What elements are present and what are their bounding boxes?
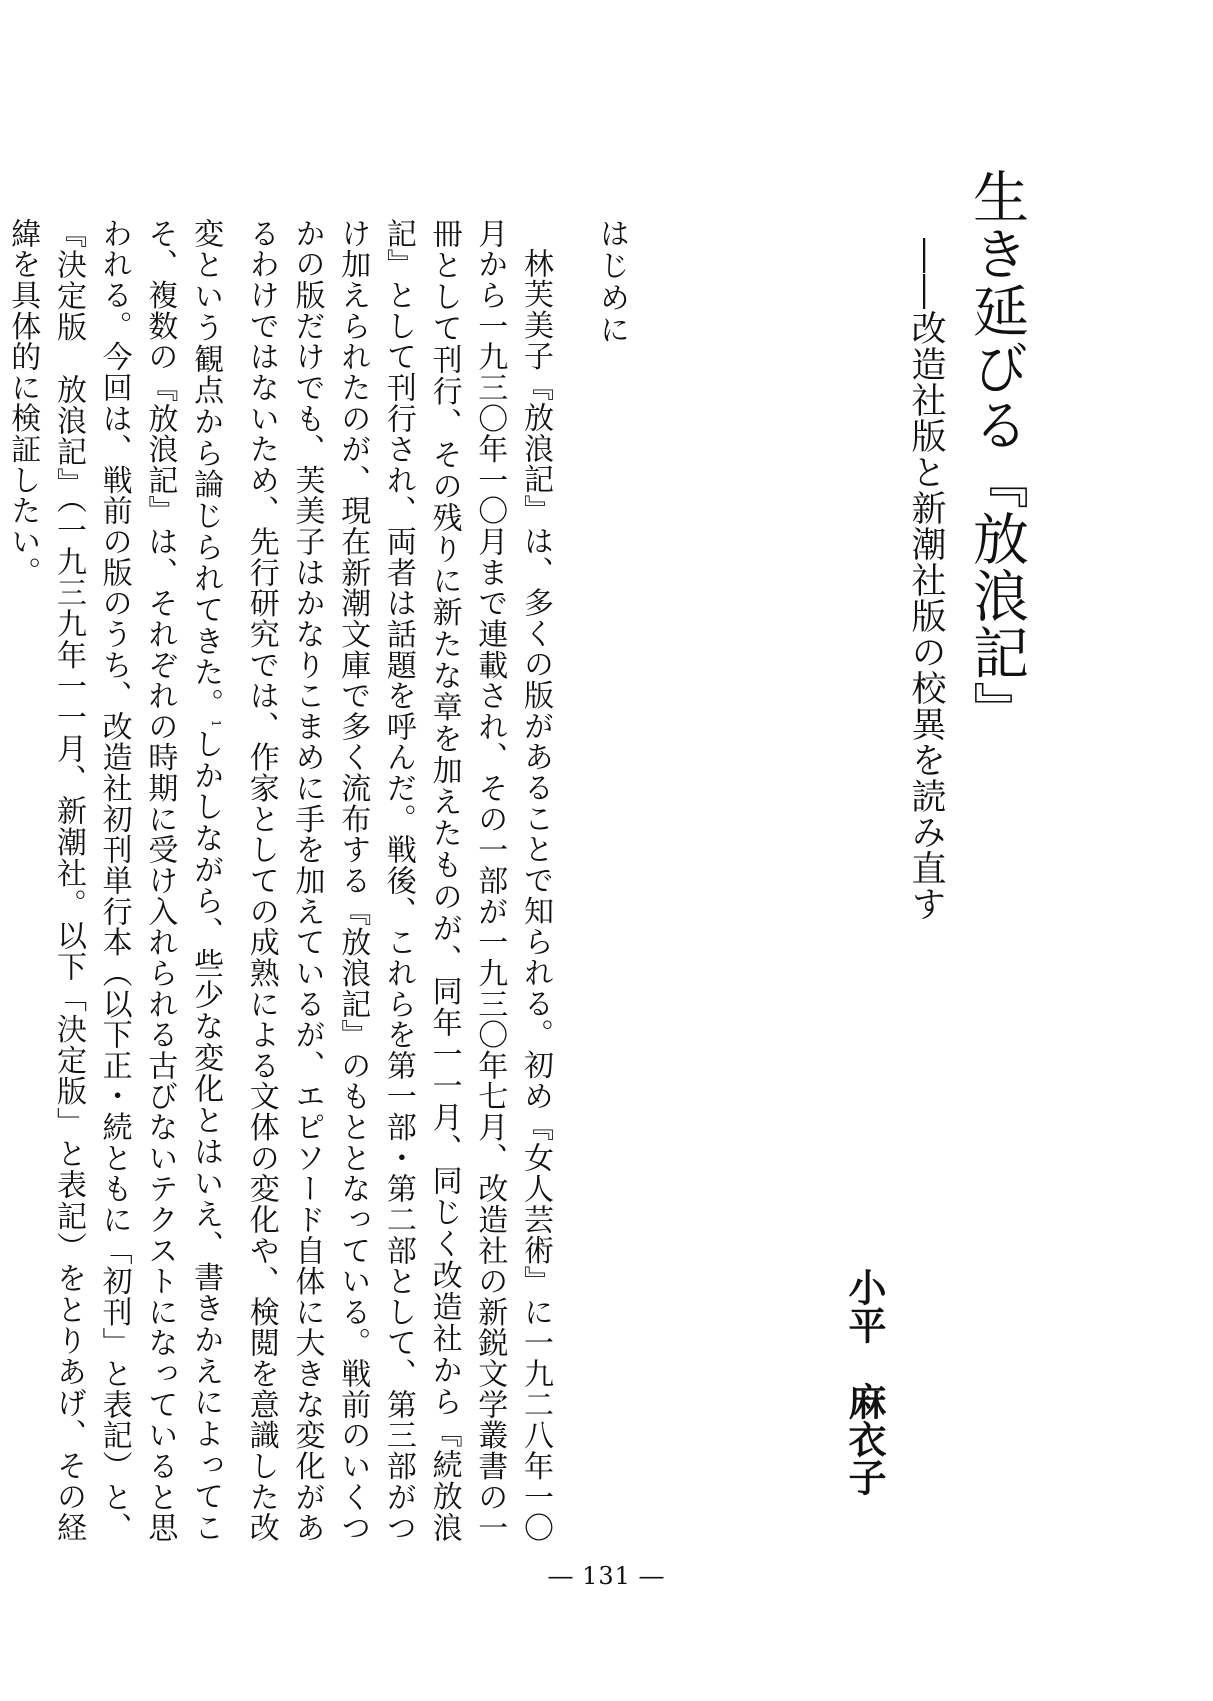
article-subtitle: ――改造社版と新潮社版の校異を読み直す [906,238,946,922]
paragraph [0,218,558,1543]
paragraph-text-continued: しかしながら、些少な変化とはいえ、書きかえによってこそ、複数の『放浪記』は、それぞれの時期に受け入れられる古びないテクストになっていると思われる。今回は、戦前の版のうち、改造社初刊単行本（以下正・続ともに「初刊」と表記）と、『決定版 放浪記』（一九三九年一一月、新潮社。以下「決定版」と表記）をとりあげ、その経緯を具体的に検証したい。 [5,218,224,1543]
page-number: ― 131 ― [548,1562,665,1590]
article-title: 生き延びる『放浪記』 [964,168,1029,738]
footnote-marker: 1 [209,719,224,728]
author-name: 小平 麻衣子 [842,1268,887,1496]
body-text [5,218,558,1543]
paragraph-text: 林芙美子『放浪記』は、多くの版があることで知られる。初め『女人芸術』に一九二八年一〇月から一九三〇年一〇月まで連載され、その一部が一九三〇年七月、改造社の新鋭文学叢書の一冊として刊行、その残りに新たな章を加えたものが、同年一一月、同じく改造社から『続放浪記』として刊行され、両者は話題を呼んだ。戦後、これらを第一部・第二部として、第三部がつけ加えられたのが、現在新潮文庫で多く流布する『放浪記』のもととなっている。戦前のいくつかの版だけでも、芙美子はかなりこまめに手を加えているが、エピソード自体に大きな変化があるわけではないため、先行研究では、作家としての成熟による文体の変化や、検閲を意識した改変という観点から論じられてきた。 [188,218,553,1543]
section-heading: はじめに [594,218,629,346]
